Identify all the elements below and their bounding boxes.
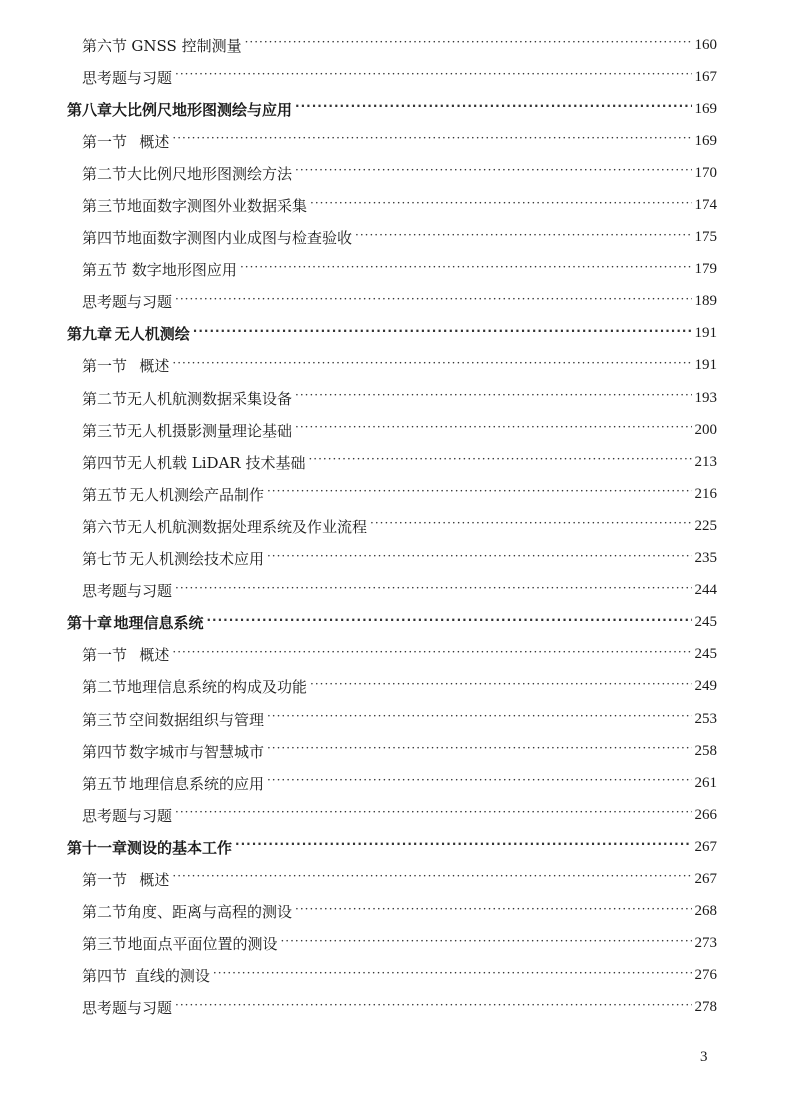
toc-section-entry[interactable] (0, 896, 790, 928)
toc-entry-title: 概述 (139, 357, 170, 376)
toc-entry-title: 无人机航测数据采集设备 (127, 389, 293, 408)
toc-entry-page: 174 (694, 197, 717, 214)
toc-entry-title: 大比例尺地形图测绘方法 (127, 164, 293, 183)
toc-section-entry[interactable] (0, 735, 790, 767)
dot-leader (172, 869, 691, 883)
toc-entry-title: 地理信息系统的应用 (128, 774, 264, 793)
toc-entry-page: 273 (694, 935, 717, 952)
toc-section-entry[interactable] (0, 446, 790, 478)
dot-leader (175, 581, 691, 595)
dot-leader (355, 228, 691, 242)
table-of-contents (0, 29, 790, 1024)
toc-section-entry[interactable] (0, 703, 790, 735)
dot-leader (267, 549, 692, 563)
toc-section-entry[interactable] (0, 960, 790, 992)
toc-entry-title: 无人机测绘 (114, 325, 190, 344)
toc-entry-title: 地面数字测图内业成图与检查验收 (127, 229, 353, 248)
toc-entry-page: 267 (694, 838, 717, 855)
toc-entry-title: 无人机摄影测量理论基础 (127, 421, 293, 440)
toc-entry-number: 第四节 (82, 229, 128, 248)
toc-section-entry[interactable] (0, 478, 790, 510)
toc-entry-title: 测设的基本工作 (127, 838, 233, 857)
toc-entry-title: 地面点平面位置的测设 (127, 935, 278, 954)
toc-exercise-entry[interactable] (0, 286, 790, 318)
toc-entry-page: 249 (694, 678, 717, 695)
dot-leader (267, 709, 692, 723)
dot-leader (213, 966, 692, 980)
toc-entry-page: 278 (694, 999, 717, 1016)
toc-entry-number: 第一节 (82, 870, 128, 889)
toc-entry-page: 170 (694, 164, 717, 181)
toc-entry-title: 思考题与习题 (82, 293, 173, 312)
toc-section-entry[interactable] (0, 125, 790, 157)
toc-entry-title: 角度、距离与高程的测设 (127, 903, 293, 922)
dot-leader (295, 99, 691, 113)
toc-entry-title: 大比例尺地形图测绘与应用 (112, 100, 293, 119)
toc-entry-number: 第二节 (82, 903, 128, 922)
toc-section-entry[interactable] (0, 543, 790, 575)
dot-leader (310, 196, 691, 210)
toc-entry-title: 思考题与习题 (82, 999, 173, 1018)
toc-entry-page: 267 (694, 870, 717, 887)
toc-entry-number: 第三节 (82, 710, 128, 729)
dot-leader (235, 837, 691, 851)
toc-entry-number: 第十一章 (67, 838, 128, 857)
dot-leader (175, 67, 691, 81)
dot-leader (370, 516, 691, 530)
toc-section-entry[interactable] (0, 254, 790, 286)
dot-leader (172, 356, 691, 370)
dot-leader (295, 902, 691, 916)
toc-entry-title: 概述 (139, 870, 170, 889)
toc-entry-page: 213 (694, 453, 717, 470)
toc-entry-number: 第十章 (67, 614, 113, 633)
toc-entry-title: 概述 (139, 646, 170, 665)
toc-entry-number: 第二节 (82, 389, 128, 408)
toc-entry-number: 第二节 (82, 164, 128, 183)
toc-entry-page: 261 (694, 774, 717, 791)
dot-leader (175, 805, 691, 819)
toc-exercise-entry[interactable] (0, 799, 790, 831)
toc-entry-page: 225 (694, 517, 717, 534)
toc-entry-page: 216 (694, 485, 717, 502)
dot-leader (172, 645, 691, 659)
toc-entry-number: 第二节 (82, 678, 128, 697)
toc-entry-number: 第四节 (82, 453, 128, 472)
toc-entry-page: 189 (694, 293, 717, 310)
toc-exercise-entry[interactable] (0, 575, 790, 607)
toc-entry-page: 193 (694, 389, 717, 406)
toc-entry-page: 276 (694, 967, 717, 984)
toc-section-entry[interactable] (0, 671, 790, 703)
page-number: 3 (700, 1049, 708, 1065)
dot-leader (193, 324, 692, 338)
toc-section-entry[interactable] (0, 382, 790, 414)
toc-entry-title: 思考题与习题 (82, 582, 173, 601)
toc-entry-number: 第八章 (67, 100, 113, 119)
dot-leader (175, 998, 691, 1012)
dot-leader (310, 677, 691, 691)
dot-leader (267, 484, 692, 498)
toc-section-entry[interactable] (0, 29, 790, 61)
toc-entry-number: 第三节 (82, 197, 128, 216)
toc-entry-title: 数字城市与智慧城市 (128, 742, 264, 761)
toc-entry-page: 160 (694, 36, 717, 53)
toc-entry-title: 无人机测绘产品制作 (128, 485, 264, 504)
dot-leader (240, 260, 692, 274)
dot-leader (245, 35, 692, 49)
toc-entry-page: 253 (694, 710, 717, 727)
toc-section-entry[interactable] (0, 350, 790, 382)
toc-entry-page: 167 (694, 68, 717, 85)
toc-entry-page: 169 (694, 100, 717, 117)
toc-entry-page: 191 (694, 357, 717, 374)
toc-section-entry[interactable] (0, 414, 790, 446)
toc-entry-title: 概述 (139, 132, 170, 151)
toc-entry-title: 思考题与习题 (82, 68, 173, 87)
toc-entry-number: 第五节 (82, 485, 128, 504)
toc-entry-page: 200 (694, 421, 717, 438)
toc-exercise-entry[interactable] (0, 992, 790, 1024)
toc-entry-title: GNSS 控制测量 (131, 36, 242, 55)
toc-entry-page: 179 (694, 261, 717, 278)
toc-entry-number: 第四节 (82, 742, 128, 761)
toc-entry-number: 第一节 (82, 357, 128, 376)
toc-section-entry[interactable] (0, 767, 790, 799)
toc-entry-title: 直线的测设 (134, 967, 210, 986)
toc-entry-title: 思考题与习题 (82, 806, 173, 825)
toc-entry-page: 245 (694, 646, 717, 663)
toc-entry-title: 空间数据组织与管理 (128, 710, 264, 729)
toc-entry-page: 235 (694, 550, 717, 567)
toc-entry-page: 268 (694, 903, 717, 920)
toc-entry-title: 无人机测绘技术应用 (128, 550, 264, 569)
toc-entry-number: 第五节 (82, 261, 128, 280)
dot-leader (206, 613, 691, 627)
toc-entry-number: 第一节 (82, 646, 128, 665)
toc-entry-title: 地理信息系统 (113, 614, 204, 633)
toc-entry-number: 第一节 (82, 132, 128, 151)
toc-entry-number: 第五节 (82, 774, 128, 793)
toc-entry-number: 第三节 (82, 935, 128, 954)
toc-entry-title: 数字地形图应用 (131, 261, 237, 280)
dot-leader (267, 741, 692, 755)
toc-chapter-entry[interactable] (0, 831, 790, 863)
dot-leader (172, 131, 691, 145)
dot-leader (295, 420, 691, 434)
toc-entry-number: 第六节 (82, 517, 128, 536)
toc-entry-page: 244 (694, 582, 717, 599)
toc-entry-page: 266 (694, 806, 717, 823)
dot-leader (295, 163, 691, 177)
toc-chapter-entry[interactable] (0, 607, 790, 639)
toc-section-entry[interactable] (0, 222, 790, 254)
toc-section-entry[interactable] (0, 189, 790, 221)
toc-entry-page: 175 (694, 229, 717, 246)
toc-chapter-entry[interactable] (0, 93, 790, 125)
toc-entry-title: 无人机载 LiDAR 技术基础 (127, 453, 306, 472)
toc-section-entry[interactable] (0, 157, 790, 189)
toc-entry-number: 第七节 (82, 550, 128, 569)
toc-section-entry[interactable] (0, 863, 790, 895)
toc-section-entry[interactable] (0, 639, 790, 671)
toc-entry-number: 第九章 (67, 325, 113, 344)
toc-entry-title: 无人机航测数据处理系统及作业流程 (127, 517, 368, 536)
toc-entry-number: 第四节 (82, 967, 128, 986)
toc-entry-page: 258 (694, 742, 717, 759)
toc-exercise-entry[interactable] (0, 61, 790, 93)
toc-entry-number: 第六节 (82, 36, 128, 55)
toc-entry-page: 245 (694, 614, 717, 631)
dot-leader (295, 388, 691, 402)
toc-entry-title: 地理信息系统的构成及功能 (127, 678, 308, 697)
dot-leader (308, 452, 691, 466)
dot-leader (175, 292, 691, 306)
toc-section-entry[interactable] (0, 510, 790, 542)
toc-entry-number: 第三节 (82, 421, 128, 440)
toc-entry-title: 地面数字测图外业数据采集 (127, 197, 308, 216)
toc-chapter-entry[interactable] (0, 318, 790, 350)
dot-leader (280, 934, 691, 948)
toc-entry-page: 191 (694, 325, 717, 342)
toc-section-entry[interactable] (0, 928, 790, 960)
dot-leader (267, 773, 692, 787)
toc-entry-page: 169 (694, 132, 717, 149)
